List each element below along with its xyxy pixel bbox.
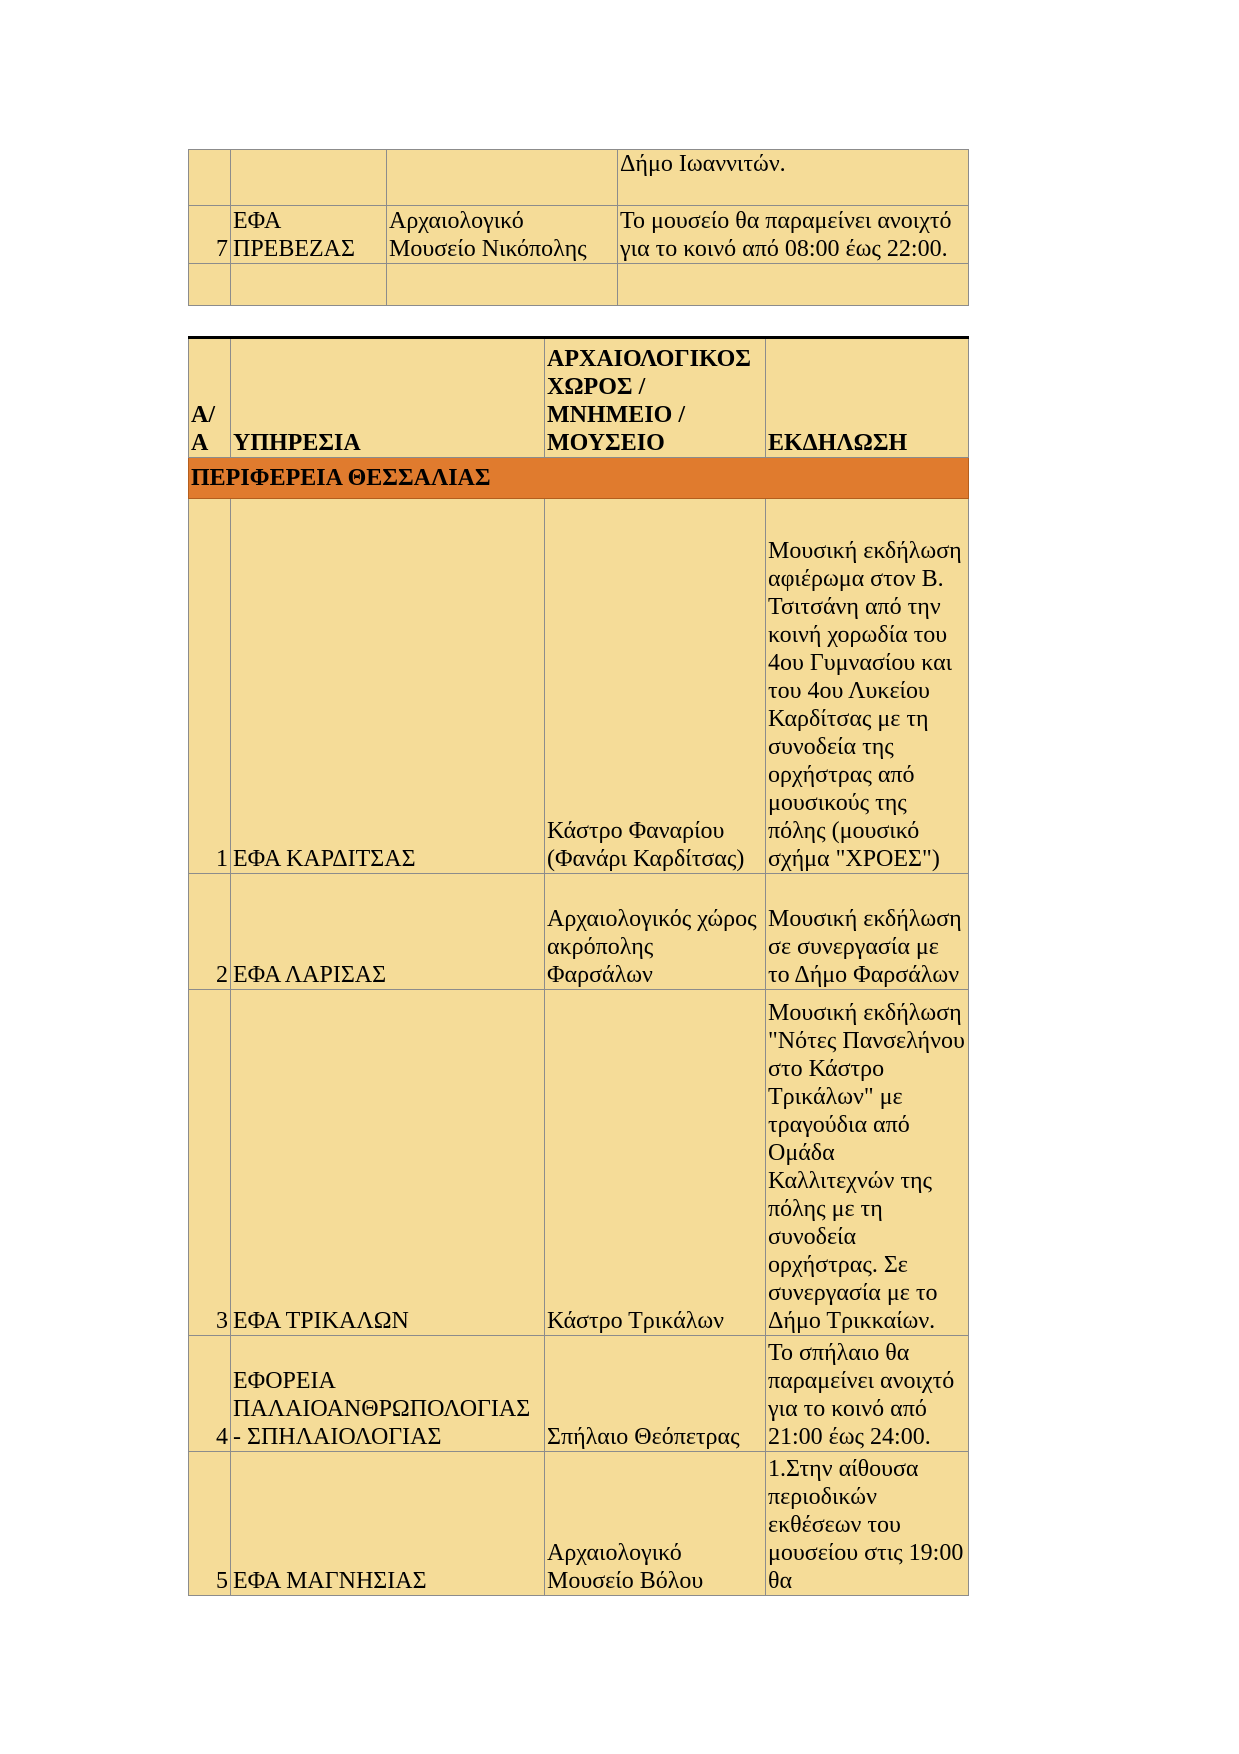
region-title: ΠΕΡΙΦΕΡΕΙΑ ΘΕΣΣΑΛΙΑΣ	[189, 458, 969, 499]
cell-num: 7	[189, 206, 231, 264]
cell-num: 5	[189, 1452, 231, 1596]
table-row	[189, 264, 969, 306]
cell-service: ΕΦΑ ΜΑΓΝΗΣΙΑΣ	[231, 1452, 545, 1596]
table-row	[189, 990, 969, 1336]
table-row	[189, 499, 969, 874]
region-row	[189, 458, 969, 499]
cell-event: Δήμο Ιωαννιτών.	[618, 150, 969, 206]
cell-site	[387, 150, 618, 206]
cell-site: Αρχαιολογικό Μουσείο Βόλου	[545, 1452, 766, 1596]
cell-event: Το σπήλαιο θα παραμείνει ανοιχτό για το κοινό από 21:00 έως 24:00.	[766, 1336, 969, 1452]
cell-event	[618, 264, 969, 306]
cell-num	[189, 264, 231, 306]
table-row	[189, 1336, 969, 1452]
cell-site: Κάστρο Τρικάλων	[545, 990, 766, 1336]
cell-num: 1	[189, 499, 231, 874]
cell-event: 1.Στην αίθουσα περιοδικών εκθέσεων του μουσείου στις 19:00 θα	[766, 1452, 969, 1596]
cell-service	[231, 264, 387, 306]
cell-service: ΕΦΑ ΤΡΙΚΑΛΩΝ	[231, 990, 545, 1336]
cell-site	[387, 264, 618, 306]
cell-num: 4	[189, 1336, 231, 1452]
cell-num: 3	[189, 990, 231, 1336]
events-table	[188, 336, 969, 1596]
cell-event: Μουσική εκδήλωση "Νότες Πανσελήνου στο Κάστρο Τρικάλων" με τραγούδια από Ομάδα Καλλιτεχνών της πόλης με τη συνοδεία ορχήστρας. Σε συνεργασία με το Δήμο Τρικκαίων.	[766, 990, 969, 1336]
cell-event: Μουσική εκδήλωση σε συνεργασία με το Δήμο Φαρσάλων	[766, 874, 969, 990]
table-row	[189, 874, 969, 990]
cell-event: Μουσική εκδήλωση αφιέρωμα στον Β. Τσιτσάνη από την κοινή χορωδία του 4ου Γυμνασίου και του 4ου Λυκείου Καρδίτσας με τη συνοδεία της ορχήστρας από μουσικούς της πόλης (μουσικό σχήμα "ΧΡΟΕΣ")	[766, 499, 969, 874]
cell-site: Σπήλαιο Θεόπετρας	[545, 1336, 766, 1452]
table-row	[189, 150, 969, 206]
table-row	[189, 1452, 969, 1596]
header-service: ΥΠΗΡΕΣΙΑ	[231, 338, 545, 458]
table-row	[189, 206, 969, 264]
cell-service: ΕΦΟΡΕΙΑ ΠΑΛΑΙΟΑΝΘΡΩΠΟΛΟΓΙΑΣ - ΣΠΗΛΑΙΟΛΟΓΙΑΣ	[231, 1336, 545, 1452]
header-num: Α/Α	[189, 338, 231, 458]
header-event: ΕΚΔΗΛΩΣΗ	[766, 338, 969, 458]
top-table	[188, 149, 969, 306]
cell-service: ΕΦΑ ΠΡΕΒΕΖΑΣ	[231, 206, 387, 264]
header-site: ΑΡΧΑΙΟΛΟΓΙΚΟΣ ΧΩΡΟΣ / ΜΝΗΜΕΙΟ / ΜΟΥΣΕΙΟ	[545, 338, 766, 458]
cell-num	[189, 150, 231, 206]
cell-num: 2	[189, 874, 231, 990]
cell-site: Αρχαιολογικός χώρος ακρόπολης Φαρσάλων	[545, 874, 766, 990]
cell-service: ΕΦΑ ΚΑΡΔΙΤΣΑΣ	[231, 499, 545, 874]
cell-service	[231, 150, 387, 206]
cell-site: Αρχαιολογικό Μουσείο Νικόπολης	[387, 206, 618, 264]
header-row	[189, 338, 969, 458]
cell-service: ΕΦΑ ΛΑΡΙΣΑΣ	[231, 874, 545, 990]
cell-site: Κάστρο Φαναρίου (Φανάρι Καρδίτσας)	[545, 499, 766, 874]
cell-event: Το μουσείο θα παραμείνει ανοιχτό για το κοινό από 08:00 έως 22:00.	[618, 206, 969, 264]
